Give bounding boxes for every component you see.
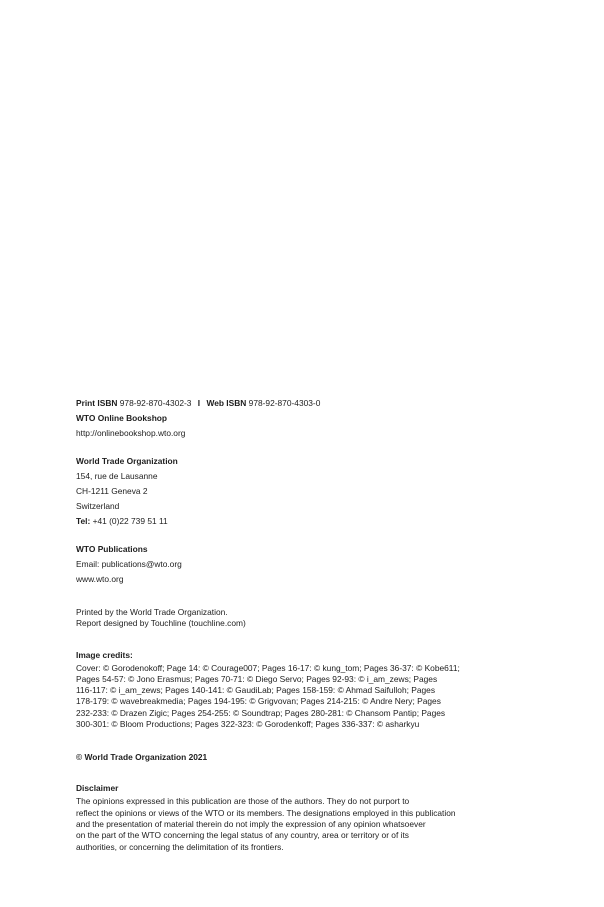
credits-line: 232-233: © Drazen Zigic; Pages 254-255: © Soundtrap; Pages 280-281: © Chansom Pantip; Pages: [76, 707, 446, 718]
disclaimer-line: authorities, or concerning the delimitation of its frontiers.: [76, 841, 284, 852]
address-line: 154, rue de Lausanne: [76, 471, 158, 481]
publications-title: WTO Publications: [76, 544, 148, 554]
disclaimer-line: The opinions expressed in this publication are those of the authors. They do not purport to: [76, 796, 410, 807]
address-line: Switzerland: [76, 501, 120, 511]
print-isbn-value: 978-92-870-4302-3: [119, 398, 192, 408]
print-isbn-label: Print ISBN: [76, 398, 118, 408]
web-isbn-value: 978-92-870-4303-0: [248, 398, 321, 408]
publication-info-block: [76, 396, 516, 441]
printed-by: Printed by the World Trade Organization.: [76, 607, 228, 617]
publications-web[interactable]: www.wto.org: [76, 574, 124, 584]
credits-line: 178-179: © wavebreakmedia; Pages 194-195: © Grigvovan; Pages 214-215: © Andre Nery; Pages: [76, 696, 441, 707]
copyright-line: © World Trade Organization 2021: [76, 752, 208, 763]
imprint-page: [76, 396, 516, 853]
designed-by: Report designed by Touchline (touchline.com): [76, 618, 246, 629]
isbn-separator: I: [197, 398, 201, 408]
isbn-line: [76, 396, 516, 411]
image-credits-title: Image credits:: [76, 649, 133, 660]
bookshop-url[interactable]: http://onlinebookshop.wto.org: [76, 428, 186, 438]
telephone-line: [76, 514, 516, 529]
tel-label: Tel:: [76, 516, 91, 526]
address-line: CH-1211 Geneva 2: [76, 486, 148, 496]
tel-value: +41 (0)22 739 51 11: [92, 516, 168, 526]
organization-name: World Trade Organization: [76, 456, 178, 466]
web-isbn-label: Web ISBN: [206, 398, 247, 408]
publications-email[interactable]: Email: publications@wto.org: [76, 559, 182, 569]
credits-line: Cover: © Gorodenokoff; Page 14: © Courage007; Pages 16-17: © kung_tom; Pages 36-37: © Kobe611;: [76, 662, 460, 673]
credits-line: 116-117: © i_am_zews; Pages 140-141: © GaudiLab; Pages 158-159: © Ahmad Saifulloh; Pages: [76, 685, 436, 696]
organization-block: [76, 454, 516, 529]
image-credits-block: [76, 648, 516, 731]
credits-line: 300-301: © Bloom Productions; Pages 322-323: © Gorodenkoff; Pages 336-337: © asharkyu: [76, 719, 420, 730]
disclaimer-line: reflect the opinions or views of the WTO or its members. The designations employed in this publication: [76, 807, 456, 818]
publications-block: [76, 542, 516, 587]
credits-line: Pages 54-57: © Jono Erasmus; Pages 70-71: © Diego Servo; Pages 92-93: © i_am_zews; Pages: [76, 673, 438, 684]
printing-block: [76, 607, 516, 630]
disclaimer-title: Disclaimer: [76, 783, 119, 794]
disclaimer-line: on the part of the WTO concerning the legal status of any country, area or territory or of its: [76, 830, 409, 841]
disclaimer-line: and the presentation of material therein do not imply the expression of any opinion whatsoever: [76, 818, 426, 829]
bookshop-title: WTO Online Bookshop: [76, 413, 168, 423]
disclaimer-block: [76, 781, 516, 852]
